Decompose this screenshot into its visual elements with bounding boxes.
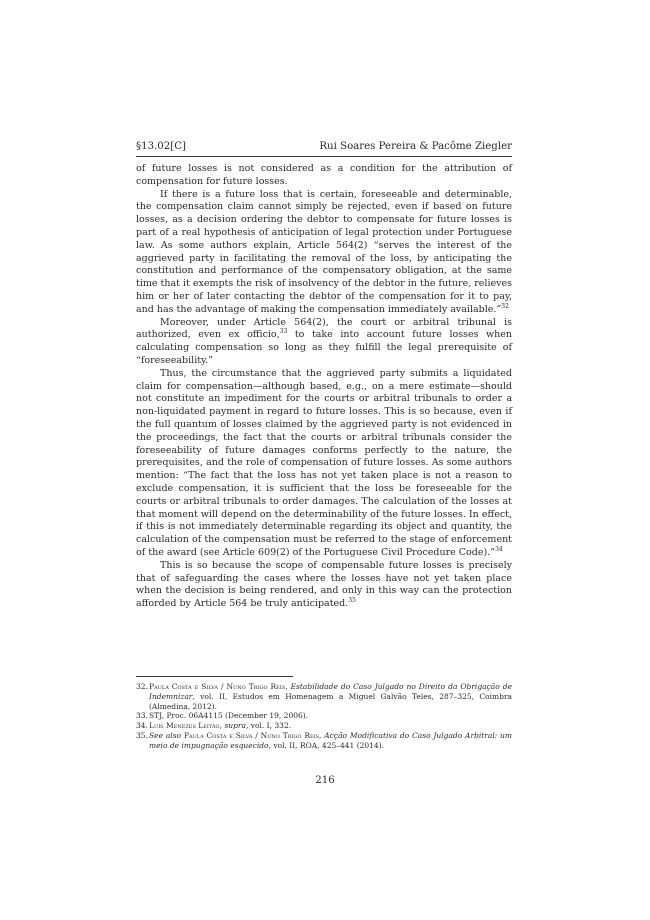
footnote-number: 33.: [136, 711, 148, 721]
footnote-title: Acção Modificativa do Caso Julgado Arbitral: um meio de impugnação esquecido: [149, 730, 512, 750]
footnote-authors: Paula Costa e Silva / Nuno Trigo Reis: [149, 682, 286, 691]
footnote-title: supra: [224, 721, 246, 731]
footnote-ref-32[interactable]: 32: [501, 302, 509, 310]
footnote-body: STJ, Proc. 06A4115 (December 19, 2006).: [149, 711, 309, 721]
paragraph-5: [136, 560, 512, 611]
body-text: [136, 163, 512, 611]
footnotes: [136, 682, 512, 751]
footnote-ref-34[interactable]: 34: [495, 545, 503, 553]
footnote-33: [136, 711, 512, 721]
footnote-number: 32.: [136, 682, 148, 691]
footnote-rest: , vol. II, Estudos em Homenagem a Miguel Galvão Teles, 287–325, Coimbra (Almedina, 2012).: [149, 691, 512, 711]
footnote-34: [136, 721, 512, 731]
header-rule: [136, 156, 512, 157]
paragraph-4-text: Thus, the circumstance that the aggrieved party submits a liquidated claim for compensation—although based, e.g., on a mere estimate—should not constitute an impediment for the courts or arbitral tribunals to order a non-liquidated payment in regard to future losses. This is so because, even if the full quantum of losses claimed by the aggrieved party is not evidenced in the proceedings, the fact that the courts or arbitral tribunals consider the foreseeability of future damages conforms perfectly to the nature, the prerequisites, and the role of compensation of future losses. As some authors mention: “The fact that the loss has not yet taken place is not a reason to exclude compensation, it is sufficient that the loss be foreseeable for the courts or arbitral tribunals to order damages. The calculation of the losses at that moment will depend on the determinability of the future losses. In effect, if this is not immediately determinable regarding its object and quantity, the calculation of the compensation must be referred to the stage of enforcement of the award (see Article 609(2) of the Portuguese Civil Procedure Code).”: [136, 367, 512, 558]
running-head-authors: Rui Soares Pereira & Pacôme Ziegler: [319, 141, 512, 152]
footnote-body: Paula Costa e Silva / Nuno Trigo Reis, Estabilidade do Caso Julgado no Direito da Obrigação de Indemnizar, vol. II, Estudos em Homenagem a Miguel Galvão Teles, 287–325, Coimbra (Almedina, 2012).: [149, 682, 512, 711]
footnote-32: [136, 682, 512, 711]
paragraph-2-text: If there is a future loss that is certain, foreseeable and determinable, the compensation claim cannot simply be rejected, even if based on future losses, as a decision ordering the debtor to compensate for future losses is part of a real hypothesis of anticipation of legal protection under Portuguese law. As some authors explain, Article 564(2) “serves the interest of the aggrieved party in facilitating the removal of the loss, by anticipating the constitution and performance of the compensatory obligation, at the same time that it exempts the risk of insolvency of the debtor in the future, relieves him or her of later contacting the debtor of the compensation for it to pay, and has the advantage of making the compensation immediately available.”: [136, 188, 512, 315]
footnote-body: See also Paula Costa e Silva / Nuno Trigo Reis, Acção Modificativa do Caso Julgado Arbitral: um meio de impugnação esquecido, vol. II, ROA, 425–441 (2014).: [149, 730, 512, 750]
footnote-rest: , vol. I, 332.: [245, 721, 292, 731]
footnote-title: Estabilidade do Caso Julgado no Direito da Obrigação de Indemnizar: [149, 682, 512, 701]
page-number: 216: [315, 775, 335, 786]
paragraph-3-text-b: to take into account future losses when calculating compensation so long as they fulfill the legal prerequisite of “foreseeability.”: [136, 329, 512, 366]
paragraph-4: [136, 368, 512, 560]
paragraph-1: of future losses is not considered as a condition for the attribution of compensation for future losses.: [136, 163, 512, 187]
section-number: §13.02[C]: [136, 141, 187, 152]
footnote-see-also: See also: [149, 730, 182, 740]
footnote-rest: , vol. II, ROA, 425–441 (2014).: [268, 740, 385, 750]
footnote-authors: Luís Menezes Leitão: [149, 721, 220, 731]
footnote-ref-35[interactable]: 35: [348, 597, 356, 605]
footnote-35: [136, 731, 512, 751]
running-head: [136, 141, 512, 153]
paragraph-3-text-a: Moreover, under Article 564(2), the court or arbitral tribunal is authorized, even ex officio,: [136, 316, 512, 341]
footnote-body: Luís Menezes Leitão, supra, vol. I, 332.: [149, 721, 292, 731]
footnote-rule: [136, 676, 293, 677]
footnote-number: 34.: [136, 721, 148, 731]
footnote-authors: Paula Costa e Silva / Nuno Trigo Reis: [183, 730, 320, 740]
paragraph-3: [136, 317, 512, 368]
footnote-number: 35.: [136, 730, 148, 740]
paragraph-5-text: This is so because the scope of compensable future losses is precisely that of safeguarding the cases where the losses have not yet taken place when the decision is being rendered, and only in this way can the protection afforded by Article 564 be truly anticipated.: [136, 559, 512, 610]
paragraph-2: [136, 189, 512, 317]
footnote-ref-33[interactable]: 33: [279, 328, 288, 336]
